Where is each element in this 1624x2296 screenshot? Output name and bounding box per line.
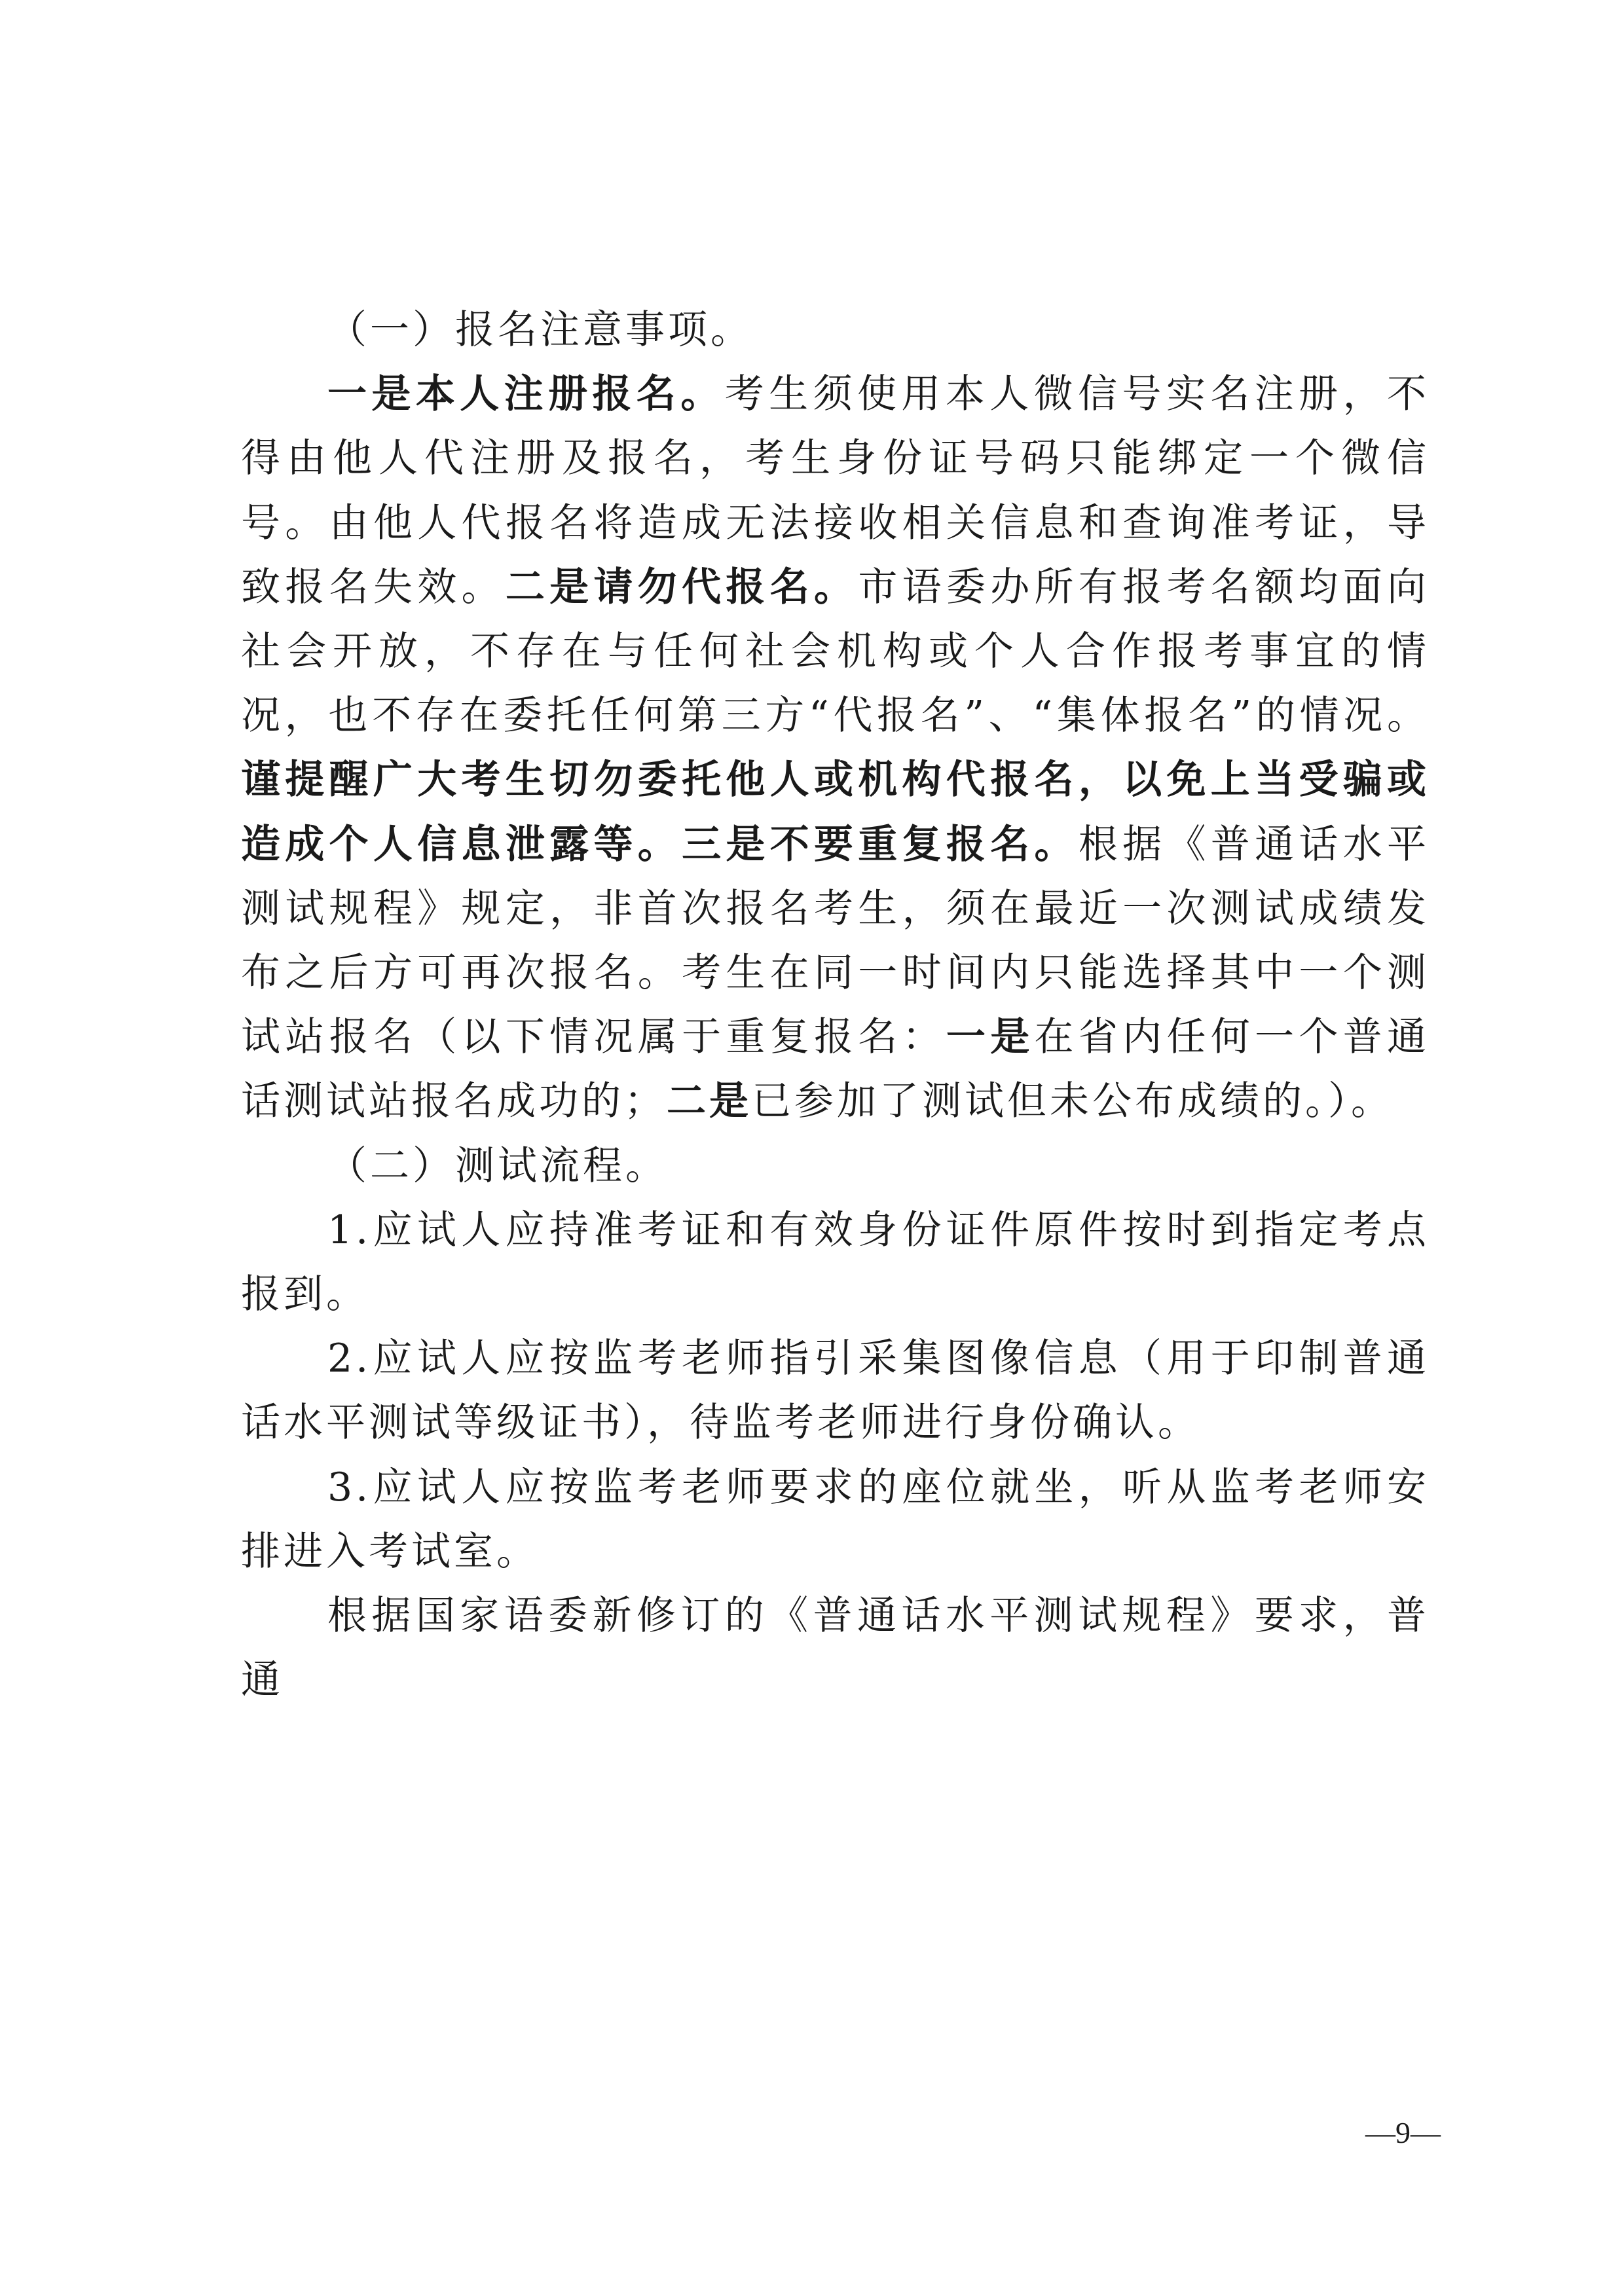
bold-phrase-5: 二是 <box>667 1078 752 1125</box>
step-item-1: 1.应试人应持准考证和有效身份证件原件按时到指定考点报到。 <box>241 1207 1430 1318</box>
body-text <box>241 298 1430 1712</box>
section2-heading: （二）测试流程。 <box>327 1142 668 1189</box>
section1-paragraph <box>241 362 1430 1133</box>
text-run-3: 根据《普通话水平测试规程》规定，非首次报名考生，须在最近一次测试成绩发布之后方可再次报名。考生在同一时间内只能选择其中一个测试站报名（以下情况属于重复报名： <box>241 821 1430 1061</box>
last-paragraph: 根据国家语委新修订的《普通话水平测试规程》要求，普通 <box>241 1593 1430 1704</box>
bold-phrase-1: 一是本人注册报名。 <box>327 371 725 418</box>
section1-heading: （一）报名注意事项。 <box>327 307 753 353</box>
text-run-2: 市语委办所有报考名额均面向社会开放，不存在与任何社会机构或个人合作报考事宜的情况，也不存在委托任何第三方“代报名”、“集体报名”的情况。 <box>241 564 1430 739</box>
bold-phrase-2: 二是请勿代报名。 <box>505 564 858 610</box>
text-run-4: 在省内任何一个普通话测试站报名成功的； <box>241 1014 1430 1125</box>
bold-phrase-3: 谨提醒广大考生切勿委托他人或机构代报名，以免上当受骗或造成个人信息泄露等。三是不要重复报名。 <box>241 757 1430 867</box>
step-item-2: 2.应试人应按监考老师指引采集图像信息（用于印制普通话水平测试等级证书），待监考老师进行身份确认。 <box>241 1336 1430 1446</box>
bold-phrase-4: 一是 <box>946 1014 1035 1061</box>
step-item-3: 3.应试人应按监考老师要求的座位就坐，听从监考老师安排进入考试室。 <box>241 1464 1430 1575</box>
text-run-1: 考生须使用本人微信号实名注册，不得由他人代注册及报名，考生身份证号码只能绑定一个微信号。由他人代报名将造成无法接收相关信息和查询准考证，导致报名失效。 <box>241 371 1430 610</box>
page-number: —9— <box>1365 2116 1441 2149</box>
text-run-5: 已参加了测试但未公布成绩的。）。 <box>752 1078 1393 1125</box>
